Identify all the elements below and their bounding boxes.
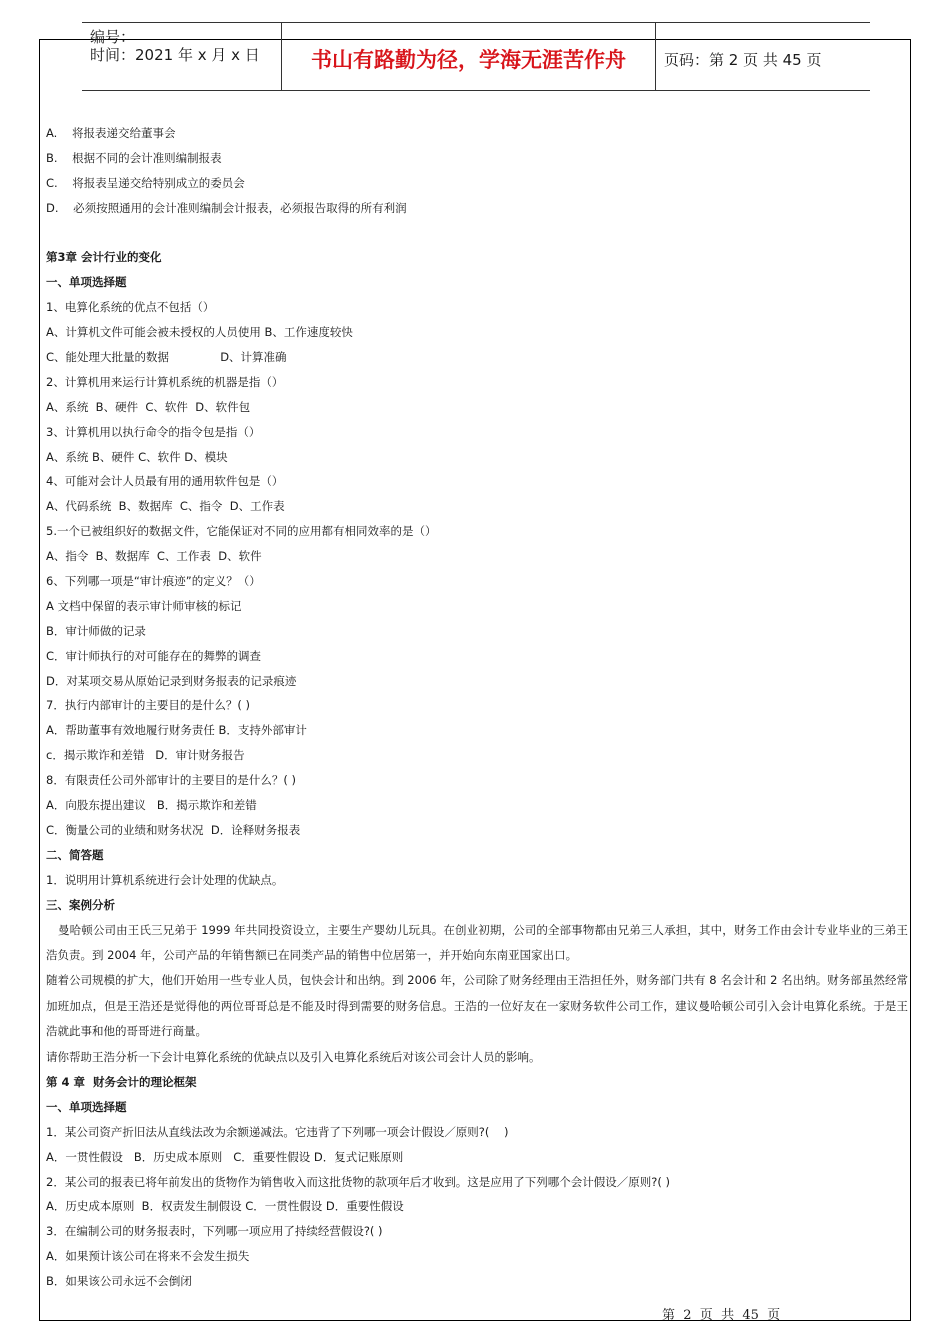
text-line: B．如果该公司永远不会倒闭 [46,1274,192,1289]
text-line: A．历史成本原则 B．权责发生制假设 C．一贯性假设 D．重要性假设 [46,1199,404,1214]
text-line: 7．执行内部审计的主要目的是什么？( ) [46,698,250,713]
text-line: A 文档中保留的表示审计师审核的标记 [46,598,242,613]
text-line: A、计算机文件可能会被未授权的人员使用 B、工作速度较快 [46,325,353,340]
section-heading: 第3章 会计行业的变化 [46,250,162,265]
text-line: A、代码系统 B、数据库 C、指令 D、工作表 [46,499,285,514]
text-line: C、能处理大批量的数据 D、计算准确 [46,350,287,365]
text-line [46,221,908,246]
text-line: 3、计算机用以执行命令的指令包是指（） [46,424,261,439]
text-line: B．审计师做的记录 [46,623,146,638]
page-header [82,22,870,90]
text-line: A．如果预计该公司在将来不会发生损失 [46,1249,250,1264]
text-line: A、系统 B、硬件 C、软件 D、软件包 [46,399,251,414]
text-line: 1．说明用计算机系统进行会计处理的优缺点。 [46,872,284,887]
section-heading: 二、简答题 [46,847,104,862]
text-line: c．揭示欺诈和差错 D．审计财务报告 [46,748,245,763]
text-line: B. 根据不同的会计准则编制报表 [46,150,222,165]
text-line: 2、计算机用来运行计算机系统的机器是指（） [46,374,284,389]
header-motto: 书山有路勤为径，学海无涯苦作舟 [311,47,626,72]
document-body [46,121,908,1294]
text-line: A．向股东提出建议 B．揭示欺诈和差错 [46,798,257,813]
text-line: 4、可能对会计人员最有用的通用软件包是（） [46,474,284,489]
text-line: 8．有限责任公司外部审计的主要目的是什么？( ) [46,773,296,788]
text-line: D．对某项交易从原始记录到财务报表的记录痕迹 [46,673,297,688]
text-line: C．衡量公司的业绩和财务状况 D．诠释财务报表 [46,822,301,837]
text-line: A、指令 B、数据库 C、工作表 D、软件 [46,549,262,564]
header-time: 时间：2021 年 x 月 x 日 [90,46,260,64]
section-heading: 一、单项选择题 [46,1099,127,1114]
text-line: 1、电算化系统的优点不包括（） [46,300,215,315]
text-line: C. 将报表呈递交给特别成立的委员会 [46,175,245,190]
text-line: A．一贯性假设 B．历史成本原则 C．重要性假设 D．复式记账原则 [46,1149,404,1164]
text-line: A、系统 B、硬件 C、软件 D、模块 [46,449,228,464]
case-paragraph: 曼哈顿公司由王氏三兄弟于 1999 年共同投资设立，主要生产婴幼儿玩具。在创业初期，公司的全部事物都由兄弟三人承担，其中，财务工作由会计专业毕业的三弟王浩负责。到 2004 年，公司产品的年销售额已在同类产品的销售中位居第一，并开始向东南亚国家出口。 [46,922,908,962]
text-line: A．帮助董事有效地履行财务责任 B．支持外部审计 [46,723,307,738]
section-heading: 三、案例分析 [46,897,115,912]
section-heading: 第 4 章 财务会计的理论框架 [46,1074,197,1089]
header-page-number: 页码：第 2 页 共 45 页 [664,51,822,69]
case-study [46,918,908,1070]
header-bottom-rule [82,90,870,91]
header-serial-label: 编号： [90,28,136,46]
case-paragraph: 随着公司规模的扩大，他们开始用一些专业人员，包快会计和出纳。到 2006 年，公司除了财务经理由王浩担任外，财务部门共有 8 名会计和 2 名出纳。财务部虽然经常加班加点，但是王浩还是觉得他的两位哥哥总是不能及时得到需要的财务信息。王浩的一位好友在一家财务软件公司工作，建议曼哈顿公司引入会计电算化系统。于是王浩就此事和他的哥哥进行商量。 [46,973,908,1039]
text-line: C．审计师执行的对可能存在的舞弊的调查 [46,648,262,663]
text-line: 5.一个已被组织好的数据文件，它能保证对不同的应用都有相同效率的是（） [46,524,437,539]
header-divider [655,22,656,90]
case-paragraph: 请你帮助王浩分析一下会计电算化系统的优缺点以及引入电算化系统后对该公司会计人员的影响。 [46,1049,541,1064]
page-footer: 第 2 页 共 45 页 [662,1308,781,1323]
question-list [46,121,908,918]
text-line: 1．某公司资产折旧法从直线法改为余额递减法。它违背了下列哪一项会计假设／原则?( ) [46,1124,509,1139]
text-line: A. 将报表递交给董事会 [46,126,176,140]
text-line: 2．某公司的报表已将年前发出的货物作为销售收入而这批货物的款项年后才收到。这是应用了下列哪个会计假设／原则?( ) [46,1174,671,1189]
text-line: 6、下列哪一项是“审计痕迹”的定义？（） [46,574,261,589]
header-top-rule [82,22,870,23]
chapter-4-section [46,1070,908,1294]
section-heading: 一、单项选择题 [46,275,127,290]
text-line: 3．在编制公司的财务报表时，下列哪一项应用了持续经营假设?( ) [46,1224,383,1239]
text-line: D. 必须按照通用的会计准则编制会计报表，必须报告取得的所有利润 [46,200,407,215]
